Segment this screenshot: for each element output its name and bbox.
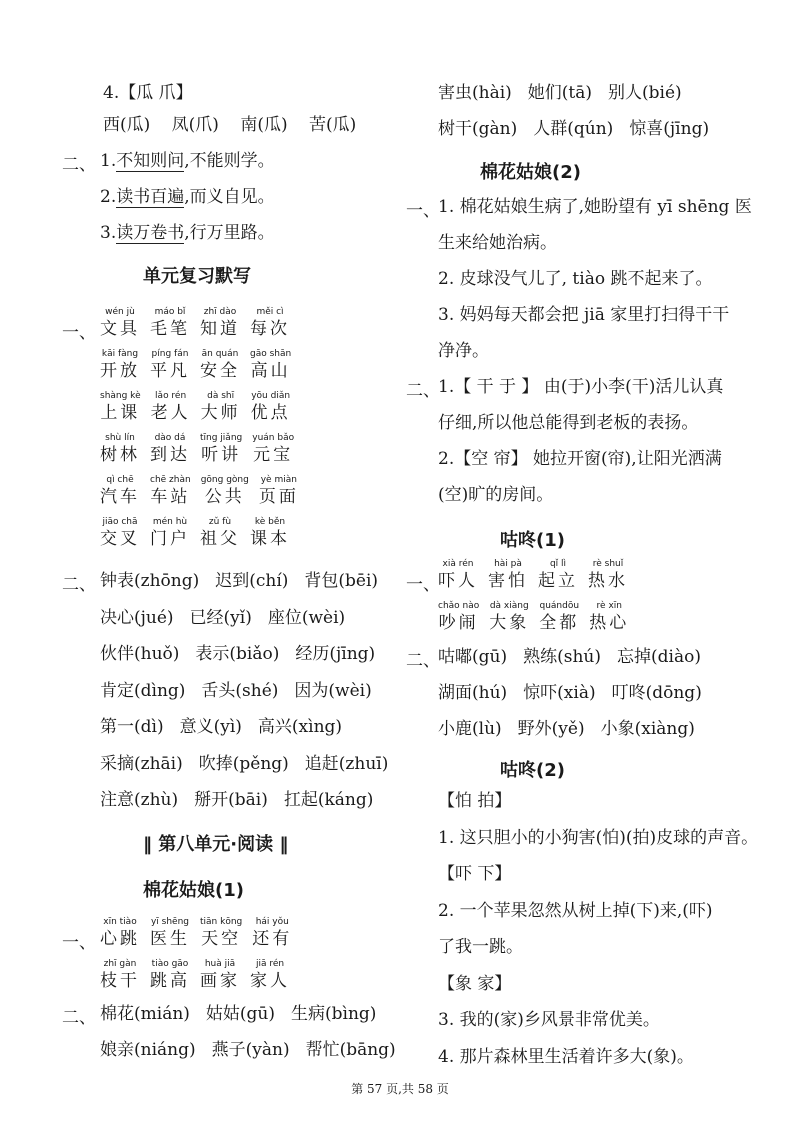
- hanzi-text: 害怕: [488, 571, 528, 591]
- hanzi-text: 毛笔: [150, 319, 190, 339]
- text-line: 【怕 拍】: [438, 791, 512, 811]
- dotted-word: 追赶(zhuī): [304, 753, 389, 774]
- hanzi-text: 医生: [150, 929, 190, 949]
- dotted-word-row: [100, 680, 388, 702]
- pinyin-text: měi cì: [256, 307, 284, 317]
- hanzi-text: 老人: [150, 403, 191, 423]
- underlined-text: 读书百遍: [116, 187, 185, 207]
- pinyin-text: yuán bǎo: [252, 433, 295, 443]
- hanzi-text: 听讲: [201, 445, 242, 465]
- page-footer: 第 57 页,共 58 页: [351, 1082, 449, 1096]
- pinyin-word: [250, 348, 291, 382]
- pinyin-word: [100, 348, 140, 382]
- dotted-word-row: [438, 118, 725, 140]
- pinyin-text: zǔ fù: [208, 517, 232, 527]
- pinyin-text: chǎo nào: [438, 601, 480, 611]
- hanzi-text: 知道: [200, 319, 240, 339]
- pinyin-text: mén hù: [152, 517, 188, 527]
- proverb-line: [100, 222, 275, 244]
- pinyin-text: jiāo chā: [102, 517, 138, 527]
- text-line: 1.【 干 于 】 由(于)小李(干)活儿认真: [438, 377, 724, 397]
- q4-header: 4.【瓜 爪】: [103, 83, 193, 103]
- text-line: 1. 棉花姑娘生病了,她盼望有 yī shēng 医: [438, 197, 752, 217]
- pinyin-word: [200, 916, 242, 950]
- hanzi-text: 天空: [201, 929, 242, 949]
- pinyin-word: [100, 474, 140, 508]
- dotted-word-row: [100, 1039, 412, 1061]
- pinyin-row: [100, 516, 300, 550]
- hanzi-text: 交叉: [100, 529, 140, 549]
- hanzi-text: 心跳: [100, 929, 140, 949]
- pinyin-row: [100, 916, 302, 950]
- hanzi-text: 吵闹: [438, 613, 479, 633]
- q4-item: 西(瓜): [103, 115, 151, 135]
- pinyin-text: tīng jiǎng: [200, 433, 243, 443]
- dotted-word: 帮忙(bāng): [305, 1040, 396, 1060]
- hanzi-text: 枝干: [100, 971, 140, 991]
- pinyin-word: [100, 390, 141, 424]
- pinyin-row: [438, 600, 639, 634]
- pinyin-text: hái yǒu: [255, 917, 289, 927]
- pinyin-text: gāo shān: [250, 349, 292, 359]
- hanzi-text: 还有: [252, 929, 293, 949]
- pinyin-word: [151, 390, 191, 424]
- hanzi-text: 车站: [150, 487, 191, 507]
- dotted-word: 湖面(hú): [438, 683, 508, 703]
- pinyin-text: kè běn: [254, 517, 286, 527]
- dotted-word: 扛起(káng): [283, 790, 374, 810]
- pinyin-text: kāi fàng: [101, 349, 139, 359]
- pinyin-text: dào dá: [154, 433, 186, 443]
- dotted-word: 小象(xiàng): [600, 719, 695, 739]
- pinyin-text: rè shuǐ: [592, 559, 624, 569]
- text-line: 3. 我的(家)乡风景非常优美。: [438, 1010, 660, 1030]
- dotted-word: 忘掉(diào): [617, 647, 701, 667]
- dotted-word: 采摘(zhāi): [100, 753, 183, 774]
- section-label: 一、: [62, 933, 96, 953]
- pinyin-word: [250, 306, 290, 340]
- text-line: (空)旷的房间。: [438, 485, 554, 505]
- pinyin-word: [252, 432, 294, 466]
- hanzi-text: 安全: [200, 361, 240, 381]
- dotted-word: 别人(bié): [608, 83, 682, 103]
- dotted-word: 注意(zhù): [100, 790, 179, 810]
- pinyin-word: [252, 916, 292, 950]
- pinyin-row: [100, 474, 309, 508]
- dotted-word: 姑姑(gū): [205, 1004, 276, 1024]
- text-line: 仔细,所以他总能得到老板的表扬。: [438, 413, 699, 433]
- dotted-word-row: [438, 682, 718, 704]
- dotted-word-row: [100, 643, 391, 665]
- pinyin-word: [100, 958, 140, 992]
- hanzi-text: 高山: [250, 361, 291, 381]
- pinyin-text: dà shī: [207, 391, 235, 401]
- hanzi-text: 汽车: [100, 487, 140, 507]
- hanzi-text: 平凡: [150, 361, 190, 381]
- pinyin-word: [100, 916, 140, 950]
- hanzi-text: 热心: [589, 613, 630, 633]
- dotted-word-row: [100, 570, 394, 592]
- dotted-word: 掰开(bāi): [194, 790, 268, 810]
- pinyin-word: [201, 474, 249, 508]
- unit8-title: ‖ 第八单元·阅读 ‖: [143, 834, 289, 855]
- hanzi-text: 文具: [100, 319, 140, 339]
- hanzi-text: 树林: [100, 445, 140, 465]
- text-line: 2. 皮球没气儿了, tiào 跳不起来了。: [438, 269, 713, 289]
- dotted-word: 树干(gàn): [438, 119, 518, 139]
- dotted-word: 惊吓(xià): [523, 683, 596, 703]
- hanzi-text: 页面: [258, 487, 299, 507]
- dotted-word: 生病(bìng): [291, 1004, 377, 1024]
- dotted-word: 燕子(yàn): [211, 1040, 290, 1060]
- pinyin-word: [200, 432, 242, 466]
- pinyin-word: [150, 432, 190, 466]
- pinyin-word: [150, 958, 190, 992]
- dotted-word: 叮咚(dōng): [611, 683, 702, 703]
- q4-item: 南(瓜): [240, 115, 288, 135]
- dotted-word: 第一(dì): [100, 717, 164, 737]
- pinyin-text: xīn tiào: [103, 917, 137, 927]
- text-line: 2. 一个苹果忽然从树上掉(下)来,(吓): [438, 900, 713, 921]
- pinyin-text: qǐ lì: [549, 559, 567, 569]
- dotted-word: 背包(bēi): [304, 571, 379, 591]
- pinyin-text: jiā rén: [255, 959, 285, 969]
- pinyin-text: lǎo rén: [155, 391, 187, 401]
- text-line: 净净。: [438, 341, 489, 361]
- dotted-word: 棉花(mián): [100, 1004, 190, 1024]
- pinyin-text: rè xīn: [596, 601, 622, 611]
- underlined-text: 读万卷书: [116, 223, 185, 243]
- pinyin-text: yōu diǎn: [251, 391, 291, 401]
- dotted-word: 舌头(shé): [201, 680, 279, 701]
- section-label: 二、: [62, 575, 96, 595]
- dotted-word: 意义(yì): [179, 717, 242, 737]
- dotted-word-row: [100, 753, 404, 775]
- pinyin-text: zhī dào: [203, 307, 237, 317]
- dotted-word: 表示(biǎo): [195, 644, 280, 664]
- dotted-word-row: [100, 789, 389, 811]
- pinyin-word: [438, 558, 478, 592]
- dotted-word: 肯定(dìng): [100, 680, 186, 701]
- line-rest: ,行万里路。: [184, 223, 275, 243]
- hanzi-text: 热水: [588, 571, 628, 591]
- pinyin-text: shàng kè: [100, 391, 141, 401]
- pinyin-word: [250, 958, 290, 992]
- dotted-word: 吹捧(pěng): [198, 753, 289, 774]
- dotted-word: 害虫(hài): [438, 83, 512, 103]
- dotted-word: 小鹿(lù): [438, 719, 502, 739]
- dotted-word: 人群(qún): [533, 119, 614, 139]
- dotted-word: 已经(yǐ): [189, 607, 252, 628]
- pinyin-row: [100, 390, 301, 424]
- pinyin-text: quándōu: [539, 601, 580, 611]
- pinyin-word: [250, 516, 290, 550]
- hanzi-text: 跳高: [150, 971, 190, 991]
- section-label: 二、: [62, 1008, 96, 1028]
- dotted-word: 伙伴(huǒ): [100, 644, 180, 664]
- pinyin-text: tiān kōng: [200, 917, 243, 927]
- hanzi-text: 课本: [250, 529, 290, 549]
- hanzi-text: 门户: [150, 529, 190, 549]
- pinyin-text: tiào gāo: [151, 959, 189, 969]
- pinyin-text: zhī gàn: [103, 959, 137, 969]
- line-num: 3.: [100, 223, 117, 243]
- text-line: 1. 这只胆小的小狗害(怕)(拍)皮球的声音。: [438, 827, 759, 848]
- pinyin-word: [100, 306, 140, 340]
- pinyin-word: [538, 558, 578, 592]
- dotted-word: 咕嘟(gū): [438, 647, 508, 667]
- pinyin-row: [100, 958, 300, 992]
- text-line: 【吓 下】: [438, 864, 512, 884]
- dotted-word: 高兴(xìng): [257, 717, 343, 737]
- q4-items: [103, 114, 372, 136]
- hanzi-text: 开放: [100, 361, 140, 381]
- pinyin-word: [200, 348, 240, 382]
- q4-item: 苦(瓜): [309, 115, 357, 135]
- proverb-line: [100, 186, 275, 208]
- gudong2-title: 咕咚(2): [500, 760, 565, 781]
- dotted-word: 野外(yě): [517, 719, 585, 739]
- pinyin-text: máo bǐ: [154, 307, 186, 317]
- hanzi-text: 元宝: [253, 445, 294, 465]
- section-label: 二、: [406, 651, 440, 671]
- pinyin-word: [588, 558, 628, 592]
- section-label: 二、: [406, 381, 440, 401]
- text-line: 【象 家】: [438, 973, 512, 994]
- hanzi-text: 大师: [200, 403, 241, 423]
- pinyin-word: [589, 600, 629, 634]
- dotted-word-row: [438, 646, 717, 668]
- pinyin-word: [150, 474, 191, 508]
- line-rest: ,不能则学。: [184, 151, 275, 171]
- pinyin-row: [100, 306, 300, 340]
- dotted-word: 迟到(chí): [215, 571, 289, 591]
- hanzi-text: 优点: [250, 403, 291, 423]
- line-num: 1.: [100, 151, 117, 171]
- dotted-word: 钟表(zhōng): [100, 571, 200, 591]
- pinyin-word: [201, 390, 241, 424]
- pinyin-text: wén jù: [105, 307, 135, 317]
- pinyin-row: [100, 348, 301, 382]
- pinyin-word: [100, 516, 140, 550]
- hanzi-text: 每次: [250, 319, 290, 339]
- pinyin-word: [150, 516, 190, 550]
- hanzi-text: 全都: [539, 613, 580, 633]
- dotted-word: 熟练(shú): [523, 647, 601, 667]
- pinyin-word: [539, 600, 579, 634]
- pinyin-word: [200, 306, 240, 340]
- pinyin-text: gōng gòng: [200, 475, 249, 485]
- underlined-text: 不知则问: [116, 151, 185, 171]
- dotted-word: 她们(tā): [527, 83, 593, 103]
- hanzi-text: 祖父: [200, 529, 240, 549]
- pinyin-word: [488, 558, 528, 592]
- section-label: 一、: [62, 323, 96, 343]
- gudong1-title: 咕咚(1): [500, 530, 565, 551]
- dotted-word-row: [438, 718, 711, 740]
- pinyin-word: [259, 474, 299, 508]
- pinyin-text: qì chē: [106, 475, 134, 485]
- text-line: 3. 妈妈每天都会把 jiā 家里打扫得干干: [438, 305, 730, 325]
- dotted-word: 座位(wèi): [267, 607, 346, 628]
- unit-review-title: 单元复习默写: [143, 266, 251, 287]
- dotted-word: 经历(jīng): [295, 644, 376, 664]
- dotted-word: 决心(jué): [100, 607, 174, 628]
- section-label: 一、: [406, 575, 440, 595]
- pinyin-word: [100, 432, 140, 466]
- dotted-word-row: [100, 1003, 392, 1025]
- dotted-word-row: [438, 82, 698, 104]
- pinyin-row: [100, 432, 304, 466]
- dotted-word-row: [100, 607, 361, 629]
- pinyin-word: [251, 390, 291, 424]
- pinyin-row: [438, 558, 638, 592]
- hanzi-text: 家人: [250, 971, 290, 991]
- pinyin-word: [489, 600, 529, 634]
- hanzi-text: 大象: [489, 613, 530, 633]
- text-line: 生来给她治病。: [438, 233, 557, 253]
- text-line: 2.【空 帘】 她拉开窗(帘),让阳光洒满: [438, 449, 722, 469]
- line-rest: ,而义自见。: [184, 187, 275, 207]
- section-label: 二、: [62, 155, 96, 175]
- pinyin-text: shù lín: [105, 433, 135, 443]
- pinyin-text: yè miàn: [260, 475, 297, 485]
- pinyin-word: [200, 958, 240, 992]
- pinyin-text: huà jiā: [204, 959, 236, 969]
- mhgn1-title: 棉花姑娘(1): [143, 880, 244, 901]
- text-line: 了我一跳。: [438, 937, 523, 957]
- dotted-word: 惊喜(jīng): [629, 119, 710, 139]
- q4-item: 凤(爪): [171, 115, 219, 135]
- hanzi-text: 画家: [200, 971, 240, 991]
- hanzi-text: 吓人: [438, 571, 478, 591]
- pinyin-text: dà xiàng: [489, 601, 529, 611]
- proverb-line: [100, 150, 275, 172]
- line-num: 2.: [100, 187, 117, 207]
- pinyin-text: píng fán: [151, 349, 189, 359]
- dotted-word: 因为(wèi): [294, 680, 372, 701]
- pinyin-word: [150, 348, 190, 382]
- section-label: 一、: [406, 201, 440, 221]
- hanzi-text: 公共: [204, 487, 245, 507]
- dotted-word-row: [100, 716, 358, 738]
- pinyin-word: [150, 306, 190, 340]
- dotted-word: 娘亲(niáng): [100, 1040, 196, 1060]
- pinyin-word: [200, 516, 240, 550]
- pinyin-word: [438, 600, 479, 634]
- hanzi-text: 上课: [100, 403, 141, 423]
- hanzi-text: 到达: [150, 445, 190, 465]
- pinyin-text: chē zhàn: [150, 475, 191, 485]
- mhgn2-title: 棉花姑娘(2): [480, 162, 581, 183]
- pinyin-text: hài pà: [494, 559, 522, 569]
- text-line: 4. 那片森林里生活着许多大(象)。: [438, 1046, 694, 1067]
- hanzi-text: 起立: [538, 571, 578, 591]
- pinyin-text: ān quán: [201, 349, 239, 359]
- pinyin-text: xià rén: [442, 559, 474, 569]
- pinyin-word: [150, 916, 190, 950]
- pinyin-text: yī shēng: [150, 917, 190, 927]
